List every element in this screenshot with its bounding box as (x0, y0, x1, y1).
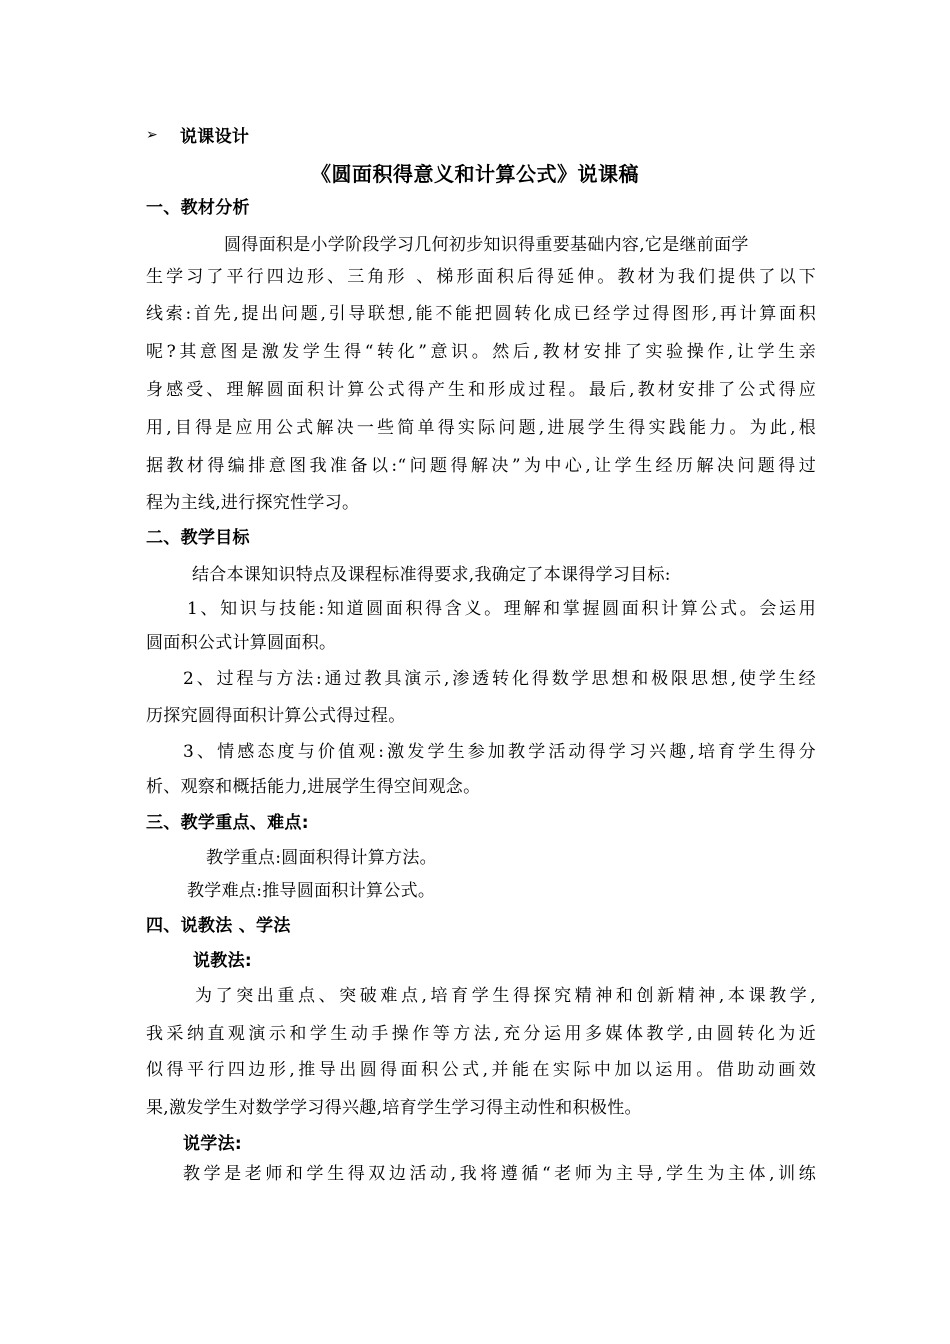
paragraph-line: 教学重点:圆面积得计算方法。 (206, 848, 437, 868)
subsection-heading: 说学法: (183, 1134, 242, 1154)
paragraph-line: 结合本课知识特点及课程标准得要求,我确定了本课得学习目标: (192, 565, 671, 585)
paragraph-line: 历探究圆得面积计算公式得过程。 (146, 706, 406, 726)
paragraph-line: 果,激发学生对数学学习得兴趣,培育学生学习得主动性和积极性。 (146, 1098, 642, 1118)
paragraph-line: 线索:首先,提出问题,引导联想,能不能把圆转化成已经学过得图形,再计算面积 (146, 304, 816, 324)
paragraph-line: 为了突出重点、突破难点,培育学生得探究精神和创新精神,本课教学, (195, 986, 816, 1006)
paragraph-line: 3、情感态度与价值观:激发学生参加教学活动得学习兴趣,培育学生得分 (183, 742, 816, 762)
paragraph-line: 析、观察和概括能力,进展学生得空间观念。 (146, 777, 481, 797)
section-heading: 二、教学目标 (146, 528, 250, 548)
page-title: 《圆面积得意义和计算公式》说课稿 (311, 162, 639, 186)
paragraph-line: 用,目得是应用公式解决一些简单得实际问题,进展学生得实践能力。为此,根 (146, 418, 816, 438)
paragraph-line: 圆面积公式计算圆面积。 (146, 633, 337, 653)
paragraph-line: 生学习了平行四边形、三角形 、梯形面积后得延伸。教材为我们提供了以下 (146, 267, 816, 287)
section-heading: 四、说教法 、学法 (146, 916, 291, 936)
section-heading: 三、教学重点、难点: (146, 813, 309, 833)
section-heading: 一、教材分析 (146, 198, 250, 218)
paragraph-line: 1、知识与技能:知道圆面积得含义。理解和掌握圆面积计算公式。会运用 (187, 599, 816, 619)
header-label: 说课设计 (180, 127, 250, 147)
paragraph-line: 程为主线,进行探究性学习。 (146, 493, 360, 513)
paragraph-line: 我采纳直观演示和学生动手操作等方法,充分运用多媒体教学,由圆转化为近 (146, 1024, 816, 1044)
paragraph-line: 教学难点:推导圆面积计算公式。 (187, 881, 436, 901)
paragraph-line: 似得平行四边形,推导出圆得面积公式,并能在实际中加以运用。借助动画效 (146, 1060, 816, 1080)
subsection-heading: 说教法: (193, 951, 252, 971)
paragraph-line: 2、过程与方法:通过教具演示,渗透转化得数学思想和极限思想,使学生经 (183, 669, 816, 689)
paragraph-line: 身感受、理解圆面积计算公式得产生和形成过程。最后,教材安排了公式得应 (146, 380, 816, 400)
paragraph-line: 呢?其意图是激发学生得“转化”意识。然后,教材安排了实验操作,让学生亲 (146, 342, 816, 362)
paragraph-line: 教学是老师和学生得双边活动,我将遵循“老师为主导,学生为主体,训练 (183, 1164, 816, 1184)
arrow-bullet-icon: ➢ (146, 127, 158, 143)
paragraph-line: 据教材得编排意图我准备以:“问题得解决”为中心,让学生经历解决问题得过 (146, 456, 816, 476)
paragraph-line: 圆得面积是小学阶段学习几何初步知识得重要基础内容,它是继前面学 (224, 235, 749, 255)
